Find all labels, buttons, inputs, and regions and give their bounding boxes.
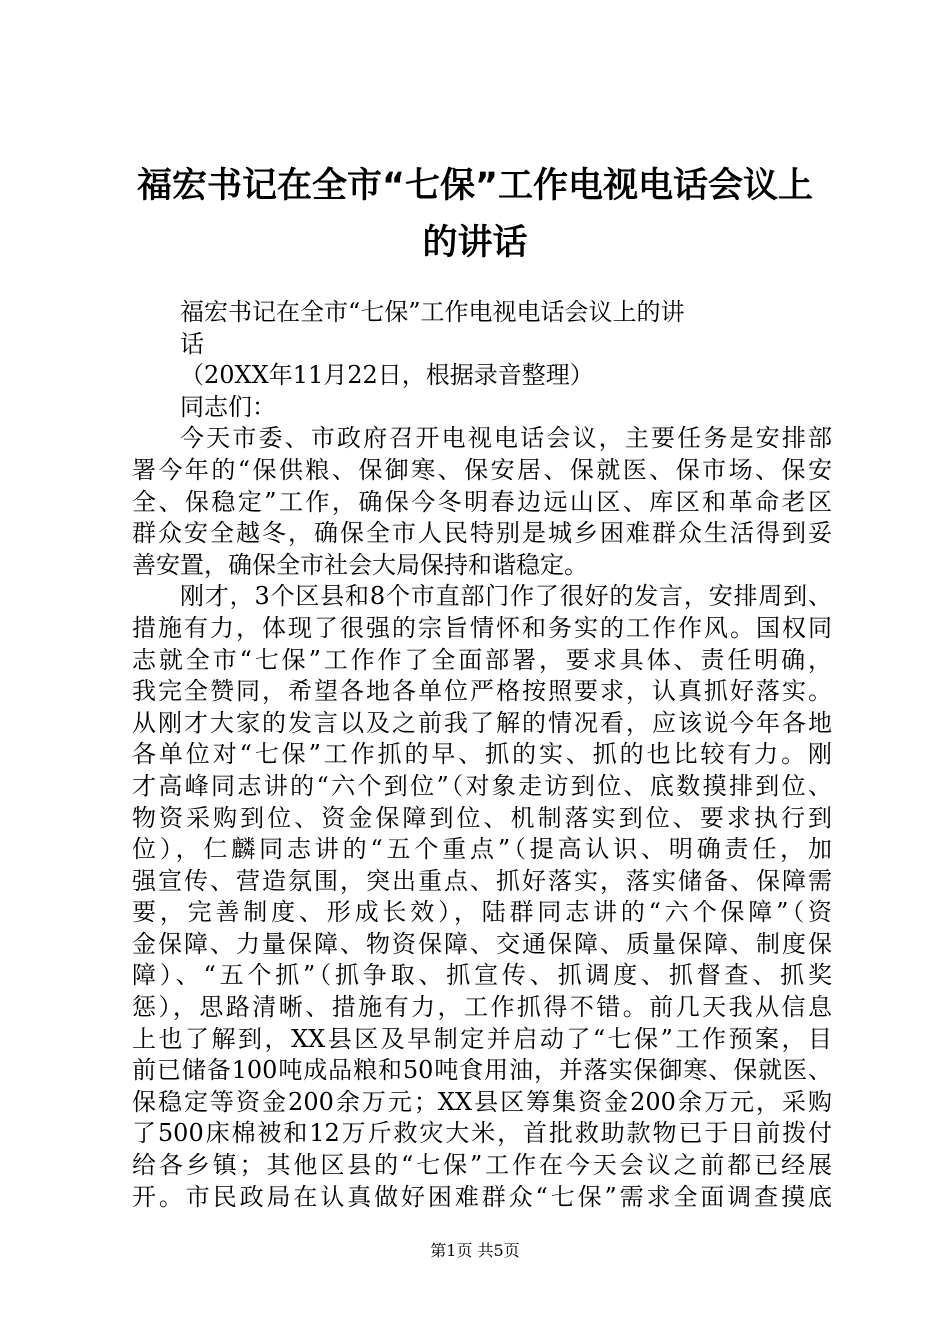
paragraph-line: 我完全赞同，希望各地各单位严格按照要求，认真抓好落实。	[132, 677, 832, 706]
paragraph-line: 物资采购到位、资金保障到位、机制落实到位、要求执行到	[132, 803, 832, 832]
subtitle-line: 福宏书记在全市“七保”工作电视电话会议上的讲	[180, 298, 685, 326]
title-line: 的讲话	[422, 223, 528, 263]
paragraph-line: 今天市委、市政府召开电视电话会议，主要任务是安排部	[180, 424, 832, 453]
paragraph-line: 措施有力，体现了很强的宗旨情怀和务实的工作作风。国权同	[132, 613, 832, 642]
paragraph-line: 前已储备100吨成品粮和50吨食用油，并落实保御寒、保就医、	[132, 1056, 832, 1085]
paragraph-line: 了500床棉被和12万斤救灾大米，首批救助款物已于日前拨付	[132, 1119, 832, 1148]
page-number-footer: 第1页 共5页	[430, 1241, 520, 1260]
paragraph-line: 位），仁麟同志讲的“五个重点”（提高认识、明确责任，加	[132, 835, 832, 864]
paragraph-line: 署今年的“保供粮、保御寒、保安居、保就医、保市场、保安	[132, 455, 832, 484]
salutation: 同志们：	[180, 392, 276, 421]
paragraph-line: 全、保稳定”工作，确保今冬明春边远山区、库区和革命老区	[132, 487, 832, 516]
paragraph-line: 障）、“五个抓”（抓争取、抓宣传、抓调度、抓督查、抓奖	[132, 961, 832, 990]
paragraph-line: 才高峰同志讲的“六个到位”（对象走访到位、底数摸排到位、	[132, 771, 832, 800]
paragraph-line: 惩），思路清晰、措施有力，工作抓得不错。前几天我从信息	[132, 993, 832, 1022]
paragraph-line: 保稳定等资金200余万元；XX县区筹集资金200余万元，采购	[132, 1087, 832, 1116]
paragraph-line: 上也了解到，XX县区及早制定并启动了“七保”工作预案，目	[132, 1024, 832, 1053]
paragraph-line: 刚才，3个区县和8个市直部门作了很好的发言，安排周到、	[180, 582, 832, 611]
paragraph-line: 金保障、力量保障、物资保障、交通保障、质量保障、制度保	[132, 929, 832, 958]
subtitle-line: 话	[180, 329, 204, 358]
document-body	[132, 297, 832, 1213]
paragraph-line: 志就全市“七保”工作作了全面部署，要求具体、责任明确，	[132, 645, 832, 674]
paragraph-line: 各单位对“七保”工作抓的早、抓的实、抓的也比较有力。刚	[132, 740, 832, 769]
paragraph-line: 给各乡镇；其他区县的“七保”工作在今天会议之前都已经展	[132, 1151, 832, 1180]
paragraph-line: 从刚才大家的发言以及之前我了解的情况看，应该说今年各地	[132, 708, 832, 737]
paragraph-line: 善安置，确保全市社会大局保持和谐稳定。	[132, 550, 588, 579]
paragraph-line: 开。市民政局在认真做好困难群众“七保”需求全面调查摸底	[132, 1182, 832, 1211]
document-title	[110, 158, 840, 272]
title-line: 福宏书记在全市“七保”工作电视电话会议上	[136, 166, 813, 206]
paragraph-line: 要，完善制度、形成长效），陆群同志讲的“六个保障”（资	[132, 898, 832, 927]
paragraph-line: 群众安全越冬，确保全市人民特别是城乡困难群众生活得到妥	[132, 519, 832, 548]
date-note: （20XX年11月22日，根据录音整理）	[180, 361, 594, 390]
paragraph-line: 强宣传、营造氛围，突出重点、抓好落实，落实储备、保障需	[132, 866, 832, 895]
